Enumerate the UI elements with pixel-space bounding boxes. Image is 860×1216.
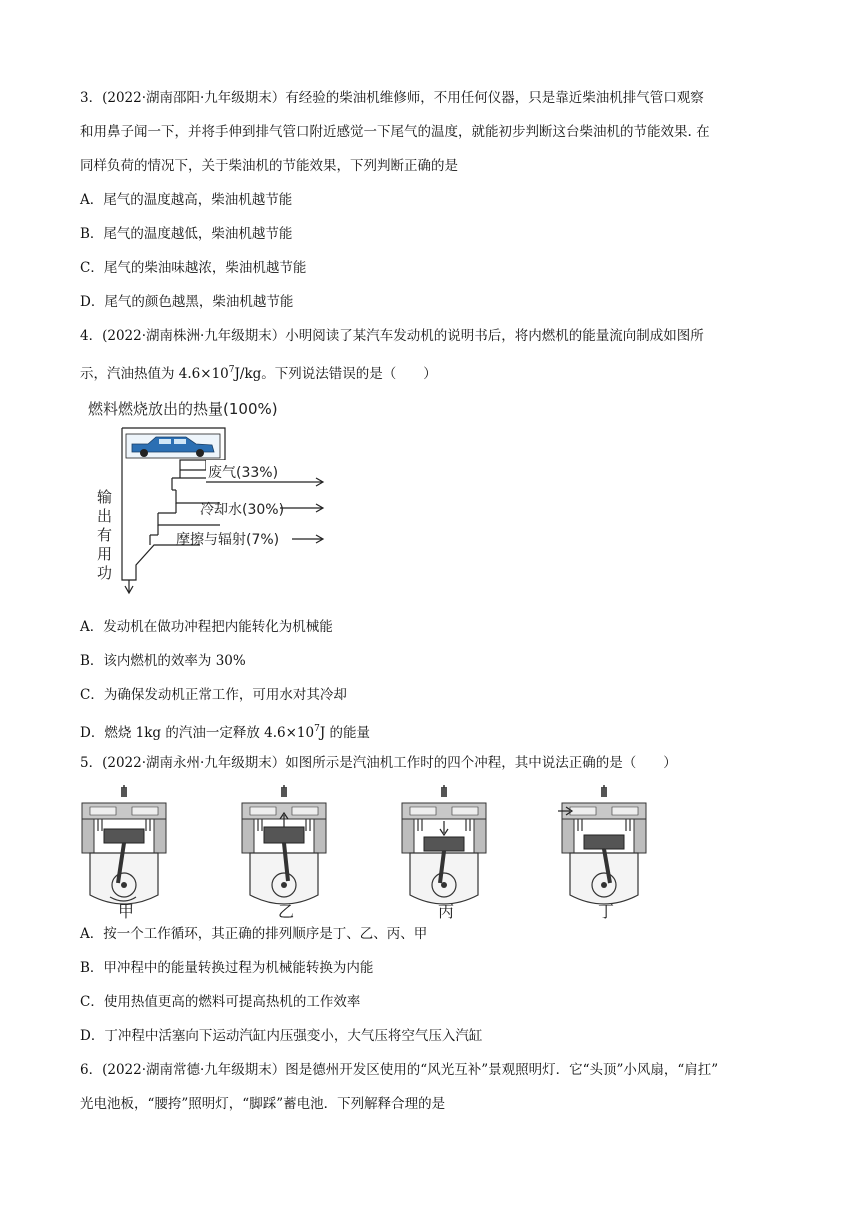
friction-branch: [150, 525, 323, 548]
q5-option-d: D．丁冲程中活塞向下运动汽缸内压强变小，大气压将空气压入汽缸: [80, 1028, 483, 1044]
diagram-title: 燃料燃烧放出的热量(100%): [88, 400, 278, 418]
engine-jia: [82, 785, 166, 904]
q4-option-b: B．该内燃机的效率为 30%: [80, 653, 246, 669]
q3-stem-line2: 和用鼻子闻一下，并将手伸到排气管口附近感觉一下尾气的温度，就能初步判断这台柴油机的节能效果. 在: [80, 124, 710, 140]
q4-stem-line1: 4．(2022·湖南株洲·九年级期末）小明阅读了某汽车发动机的说明书后，将内燃机的能量流向制成如图所: [80, 328, 704, 344]
q5-option-b: B．甲冲程中的能量转换过程为机械能转换为内能: [80, 960, 374, 976]
q4-stem-line2: 示，汽油热值为 $4.6\times 10^7J/kg$。下列说法错误的是（ ）: [80, 365, 437, 382]
q3-option-b: B．尾气的温度越低，柴油机越节能: [80, 226, 293, 242]
svg-text:有: 有: [97, 526, 113, 544]
engine-ding: [558, 785, 646, 904]
exhaust-label: 废气(33%): [208, 465, 279, 481]
label-yi: 乙: [278, 902, 295, 920]
q6-stem-line2: 光电池板，“腰挎”照明灯，“脚踩”蓄电池．下列解释合理的是: [80, 1096, 446, 1112]
svg-text:输: 输: [97, 488, 113, 506]
q3-stem-line1: 3．(2022·湖南邵阳·九年级期末）有经验的柴油机维修师，不用任何仪器，只是靠近柴油机排气管口观察: [80, 90, 704, 106]
engine-bing: [402, 785, 486, 904]
svg-text:出: 出: [97, 507, 113, 525]
q3-option-c: C．尾气的柴油味越浓，柴油机越节能: [80, 260, 307, 276]
useful-work-arrow: [125, 580, 133, 593]
q5-option-c: C．使用热值更高的燃料可提高热机的工作效率: [80, 994, 361, 1010]
car-icon: [126, 434, 220, 458]
exhaust-branch: [172, 460, 323, 490]
svg-text:用: 用: [97, 545, 113, 563]
energy-flow-diagram: [80, 390, 330, 595]
q3-stem-line3: 同样负荷的情况下，关于柴油机的节能效果，下列判断正确的是: [80, 158, 458, 174]
useful-work-label: [97, 488, 112, 582]
q6-stem-line1: 6．(2022·湖南常德·九年级期末）图是德州开发区使用的“风光互补”景观照明灯．它“头顶”小风扇，“肩扛”: [80, 1062, 719, 1078]
cooling-label: 冷却水(30%): [200, 502, 285, 518]
q3-option-a: A．尾气的温度越高，柴油机越节能: [80, 192, 293, 208]
q3-option-d: D．尾气的颜色越黑，柴油机越节能: [80, 294, 294, 310]
q4-option-c: C．为确保发动机正常工作，可用水对其冷却: [80, 687, 347, 703]
q5-option-a: A．按一个工作循环，其正确的排列顺序是丁、乙、丙、甲: [80, 926, 428, 942]
q4-option-d: D．燃烧 1kg 的汽油一定释放 $4.6\times 10^7J$ 的能量: [80, 724, 371, 741]
svg-text:功: 功: [97, 564, 113, 582]
label-ding: 丁: [598, 902, 615, 920]
label-jia: 甲: [118, 902, 135, 920]
q4-option-a: A．发动机在做功冲程把内能转化为机械能: [80, 619, 333, 635]
q5-stem-line1: 5．(2022·湖南永州·九年级期末）如图所示是汽油机工作时的四个冲程，其中说法正确的是（ ）: [80, 755, 677, 771]
engine-strokes-figure: [76, 785, 716, 920]
label-bing: 丙: [438, 902, 455, 920]
friction-label: 摩擦与辐射(7%): [176, 532, 280, 548]
engine-yi: [242, 785, 326, 904]
